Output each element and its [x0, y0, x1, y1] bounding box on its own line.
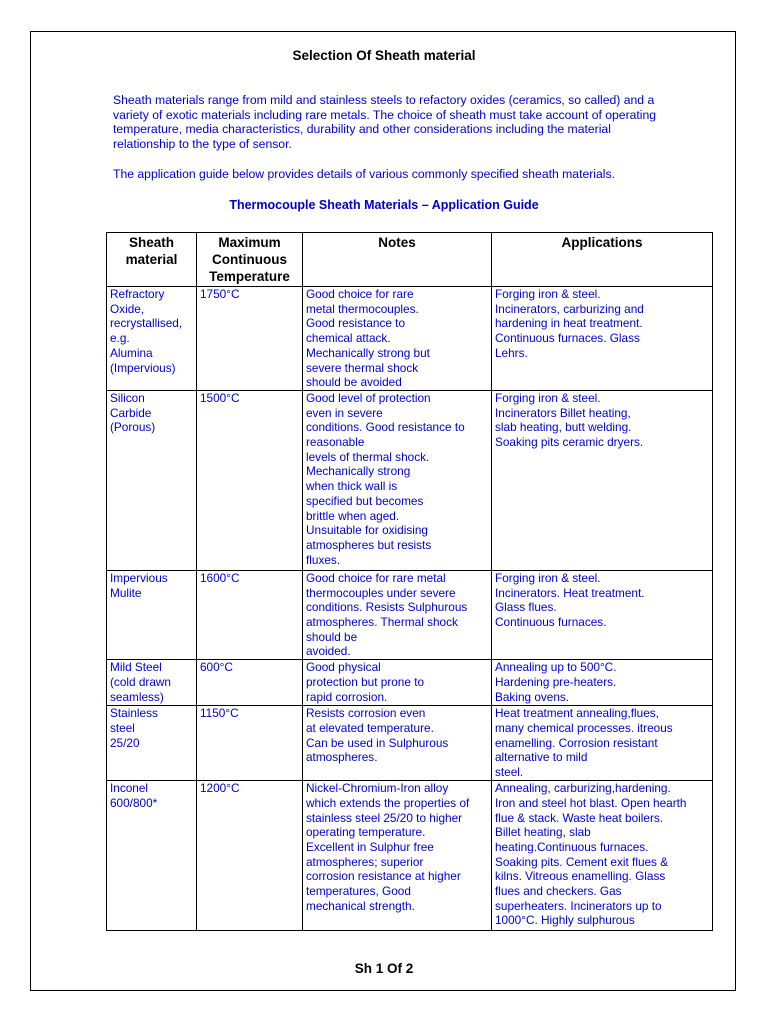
- table-row: [107, 390, 713, 570]
- cell-temperature: 1600°C: [197, 570, 303, 659]
- cell-notes: Good level of protection even in severe conditions. Good resistance to reasonable levels of thermal shock. Mechanically strong when thick wall is specified but becomes brittle when aged. Unsuitable for oxidising atmospheres but resists fluxes.: [303, 390, 492, 570]
- cell-notes: Resists corrosion even at elevated temperature. Can be used in Sulphurous atmospheres.: [303, 706, 492, 781]
- sheath-materials-table: [106, 232, 713, 931]
- header-sheath-material: Sheath material: [107, 233, 197, 287]
- header-max-temperature: Maximum Continuous Temperature: [197, 233, 303, 287]
- page-number: Sh 1 Of 2: [354, 961, 414, 976]
- cell-material: Silicon Carbide (Porous): [107, 390, 197, 570]
- table-row: [107, 781, 713, 931]
- cell-temperature: 1500°C: [197, 390, 303, 570]
- cell-applications: Forging iron & steel. Incinerators, carburizing and hardening in heat treatment. Continuous furnaces. Glass Lehrs.: [492, 287, 713, 391]
- cell-notes: Good physical protection but prone to rapid corrosion.: [303, 660, 492, 706]
- cell-applications: Heat treatment annealing,flues, many chemical processes. itreous enamelling. Corrosion resistant alternative to mild steel.: [492, 706, 713, 781]
- document-title: Selection Of Sheath material: [292, 48, 476, 63]
- cell-material: Inconel 600/800*: [107, 781, 197, 931]
- table-header-row: [107, 233, 713, 287]
- cell-material: Refractory Oxide, recrystallised, e.g. Alumina (Impervious): [107, 287, 197, 391]
- cell-notes: Nickel-Chromium-Iron alloy which extends the properties of stainless steel 25/20 to higher operating temperature. Excellent in Sulphur free atmospheres; superior corrosion resistance at higher temperatures, Good mechanical strength.: [303, 781, 492, 931]
- application-guide-intro: The application guide below provides details of various commonly specified sheath materials.: [113, 167, 615, 181]
- cell-temperature: 1750°C: [197, 287, 303, 391]
- table-row: [107, 570, 713, 659]
- cell-temperature: 1150°C: [197, 706, 303, 781]
- cell-temperature: 1200°C: [197, 781, 303, 931]
- cell-applications: Forging iron & steel. Incinerators. Heat treatment. Glass flues. Continuous furnaces.: [492, 570, 713, 659]
- header-notes: Notes: [303, 233, 492, 287]
- cell-applications: Forging iron & steel. Incinerators Billet heating, slab heating, butt welding. Soaking pits ceramic dryers.: [492, 390, 713, 570]
- header-applications: Applications: [492, 233, 713, 287]
- intro-paragraph: Sheath materials range from mild and stainless steels to refactory oxides (ceramics, so called) and a variety of exotic materials including rare metals. The choice of sheath must take account of operating temperature, media characteristics, durability and other considerations including the material relationship to the type of sensor.: [113, 93, 657, 151]
- table-row: [107, 287, 713, 391]
- cell-temperature: 600°C: [197, 660, 303, 706]
- table-title: Thermocouple Sheath Materials – Application Guide: [229, 198, 539, 212]
- cell-material: Stainless steel 25/20: [107, 706, 197, 781]
- table-row: [107, 660, 713, 706]
- cell-material: Mild Steel (cold drawn seamless): [107, 660, 197, 706]
- cell-applications: Annealing up to 500°C. Hardening pre-heaters. Baking ovens.: [492, 660, 713, 706]
- table-row: [107, 706, 713, 781]
- cell-notes: Good choice for rare metal thermocouples. Good resistance to chemical attack. Mechanically strong but severe thermal shock should be avoided: [303, 287, 492, 391]
- cell-notes: Good choice for rare metal thermocouples under severe conditions. Resists Sulphurous atmospheres. Thermal shock should be avoided.: [303, 570, 492, 659]
- cell-material: Impervious Mulite: [107, 570, 197, 659]
- cell-applications: Annealing, carburizing,hardening. Iron and steel hot blast. Open hearth flue & stack. Waste heat boilers. Billet heating, slab heating.Continuous furnaces. Soaking pits. Cement exit flues & kilns. Vitreous enamelling. Glass flues and checkers. Gas superheaters. Incinerators up to 1000°C. Highly sulphurous: [492, 781, 713, 931]
